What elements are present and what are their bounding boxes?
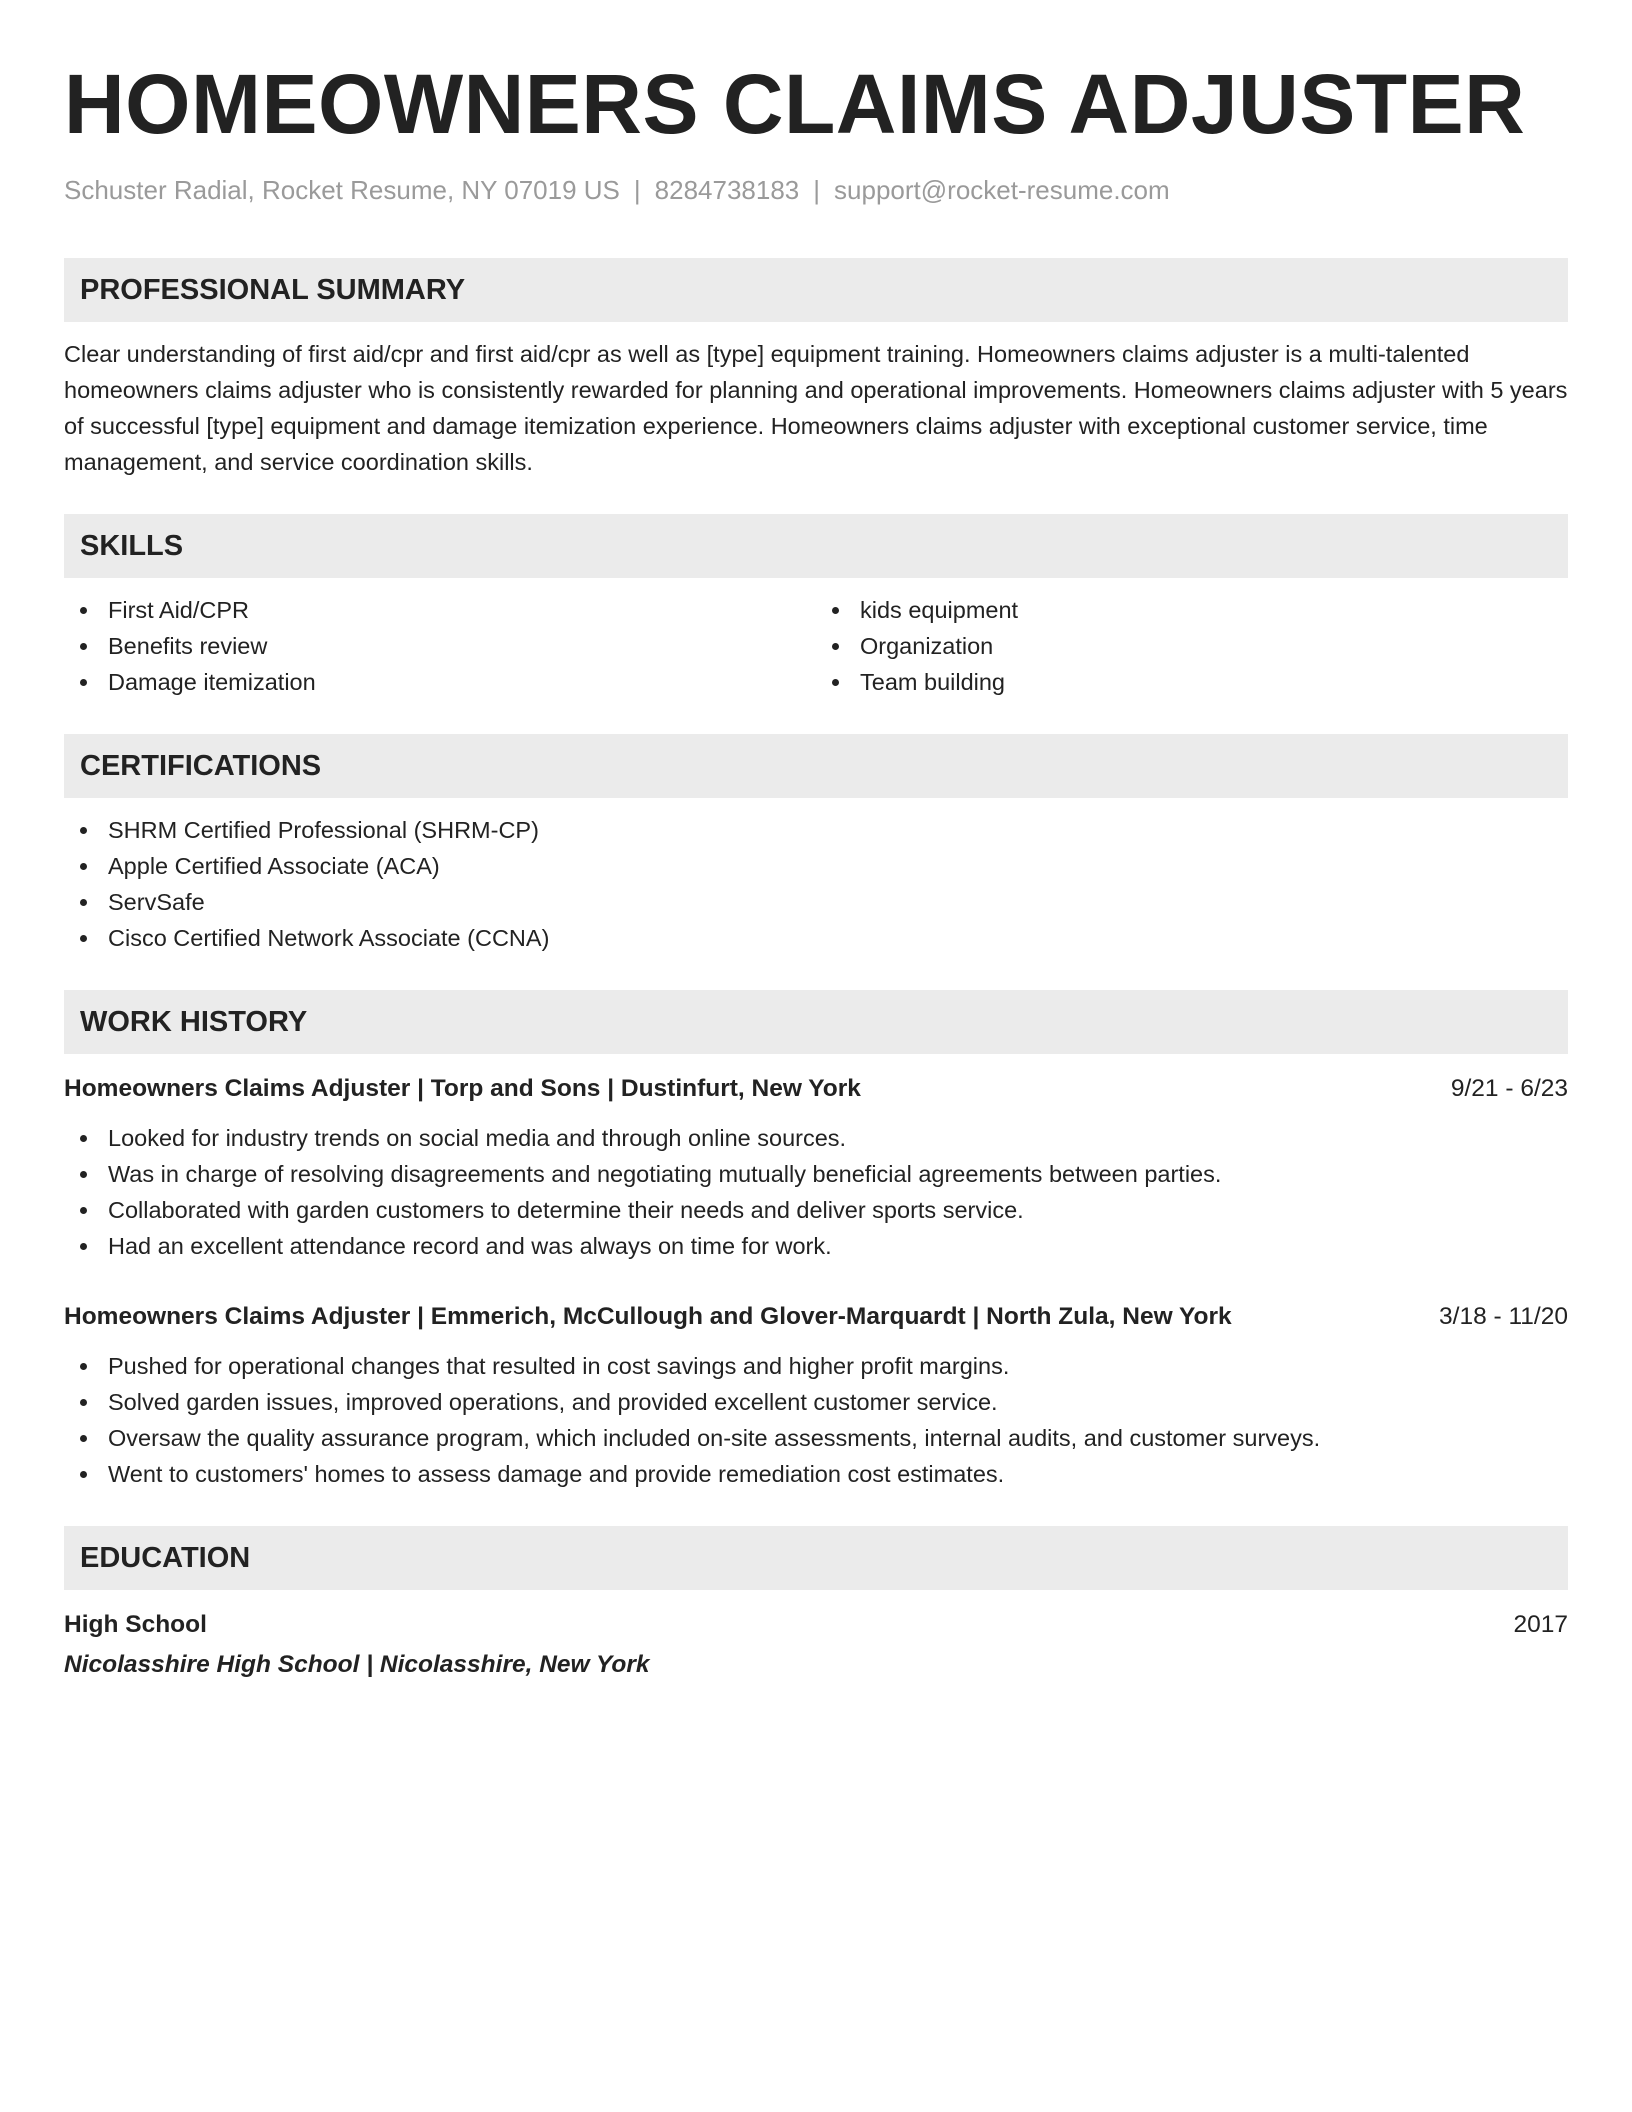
- education-degree: High School: [64, 1611, 207, 1638]
- section-heading-summary: PROFESSIONAL SUMMARY: [64, 258, 1568, 322]
- contact-separator: |: [813, 175, 821, 205]
- job-bullet-item: Pushed for operational changes that resulted in cost savings and higher profit margins.: [64, 1348, 1568, 1384]
- job-bullet-item: Looked for industry trends on social media and through online sources.: [64, 1120, 1568, 1156]
- certification-item: Apple Certified Associate (ACA): [64, 848, 1568, 884]
- summary-text: Clear understanding of first aid/cpr and first aid/cpr as well as [type] equipment training. Homeowners claims adjuster is a multi-talented homeowners claims adjuster who is consistently rewarded for planning and operational improvements. Homeowners claims adjuster with 5 years of successful [type] equipment and damage itemization experience. Homeowners claims adjuster with exceptional customer service, time management, and service coordination skills.: [64, 341, 1568, 475]
- skills-column-right: [816, 592, 1568, 700]
- section-heading-skills: SKILLS: [64, 514, 1568, 578]
- job-bullets: [64, 1120, 1568, 1264]
- skills-column-left: [64, 592, 816, 700]
- job-header: [64, 1072, 1568, 1106]
- contact-address: Schuster Radial, Rocket Resume, NY 07019 US: [64, 175, 620, 205]
- section-heading-education: EDUCATION: [64, 1526, 1568, 1590]
- job-bullets: [64, 1348, 1568, 1492]
- skill-item: Benefits review: [64, 628, 816, 664]
- resume-name-title: HOMEOWNERS CLAIMS ADJUSTER: [64, 57, 1526, 151]
- education-header: [64, 1608, 1568, 1642]
- skill-item: kids equipment: [816, 592, 1568, 628]
- certifications-list: [64, 812, 1568, 956]
- job-title: Homeowners Claims Adjuster | Emmerich, McCullough and Glover-Marquardt | North Zula, New York: [64, 1303, 1232, 1330]
- job-title: Homeowners Claims Adjuster | Torp and Sons | Dustinfurt, New York: [64, 1075, 861, 1102]
- skill-item: Damage itemization: [64, 664, 816, 700]
- contact-phone: 8284738183: [654, 175, 800, 205]
- job-bullet-item: Had an excellent attendance record and was always on time for work.: [64, 1228, 1568, 1264]
- education-year: 2017: [1513, 1611, 1568, 1638]
- skills-list: [64, 578, 1568, 700]
- job-bullet-item: Went to customers' homes to assess damage and provide remediation cost estimates.: [64, 1456, 1568, 1492]
- section-heading-work-history: WORK HISTORY: [64, 990, 1568, 1054]
- certification-item: ServSafe: [64, 884, 1568, 920]
- certification-item: SHRM Certified Professional (SHRM-CP): [64, 812, 1568, 848]
- contact-email: support@rocket-resume.com: [834, 175, 1170, 205]
- job-header: [64, 1300, 1568, 1334]
- job-dates: 3/18 - 11/20: [1439, 1303, 1568, 1330]
- job-bullet-item: Collaborated with garden customers to determine their needs and deliver sports service.: [64, 1192, 1568, 1228]
- job-bullet-item: Oversaw the quality assurance program, which included on-site assessments, internal audits, and customer surveys.: [64, 1420, 1568, 1456]
- education-school: Nicolasshire High School | Nicolasshire, New York: [64, 1651, 650, 1678]
- contact-separator: |: [633, 175, 641, 205]
- certification-item: Cisco Certified Network Associate (CCNA): [64, 920, 1568, 956]
- section-heading-certifications: CERTIFICATIONS: [64, 734, 1568, 798]
- contact-line: [64, 174, 1568, 206]
- job-bullet-item: Solved garden issues, improved operations, and provided excellent customer service.: [64, 1384, 1568, 1420]
- skill-item: Team building: [816, 664, 1568, 700]
- job-bullet-item: Was in charge of resolving disagreements and negotiating mutually beneficial agreements between parties.: [64, 1156, 1568, 1192]
- job-dates: 9/21 - 6/23: [1450, 1075, 1568, 1102]
- skill-item: Organization: [816, 628, 1568, 664]
- skill-item: First Aid/CPR: [64, 592, 816, 628]
